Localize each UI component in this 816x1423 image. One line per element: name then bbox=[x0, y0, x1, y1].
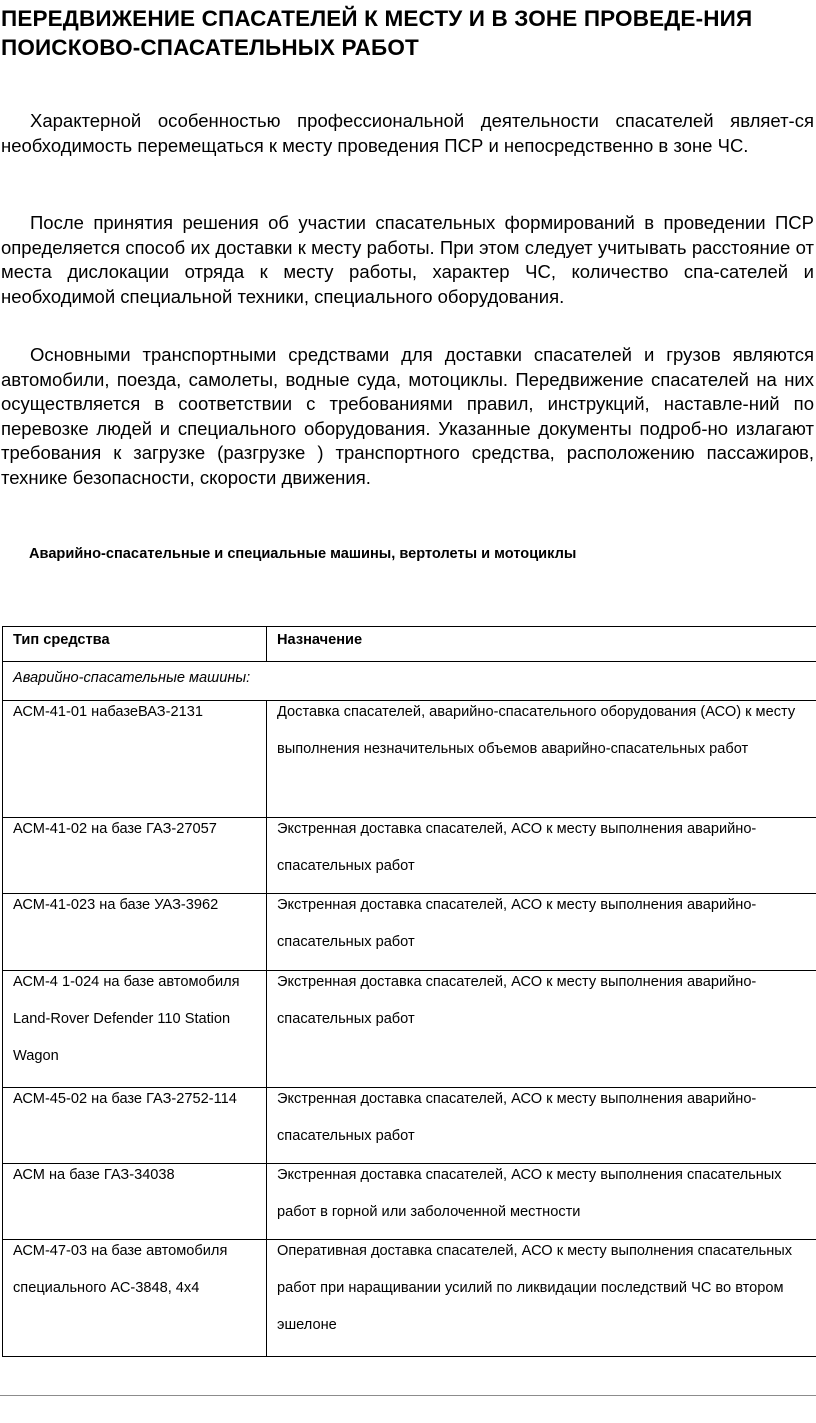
vehicle-purpose: Оперативная доставка спасателей, АСО к месту выполнения спасательных работ при наращивании усилий по ликвидации последствий ЧС во втором эшелоне bbox=[277, 1243, 793, 1333]
vehicle-type: АСМ-41-02 на базе ГАЗ-27057 bbox=[13, 821, 217, 837]
paragraph-intro: Характерной особенностью профессиональной деятельности спасателей являет-ся необходимость перемещаться к месту проведения ПСР и непосредственно в зоне ЧС. bbox=[1, 110, 814, 156]
vehicles-table bbox=[2, 626, 816, 1357]
vehicle-type-cell bbox=[3, 1088, 267, 1164]
vehicle-type-cell bbox=[3, 1240, 267, 1357]
vehicle-type: АСМ-41-023 на базе УАЗ-3962 bbox=[13, 897, 219, 913]
vehicle-type-cell bbox=[3, 818, 267, 894]
paragraph-transport-means: Основными транспортными средствами для доставки спасателей и грузов являются автомобили, поезда, самолеты, водные суда, мотоциклы. Передвижение спасателей на них осуществляется в соответствии с требованиями правил, инструкций, наставле-ний по перевозке людей и специального оборудования. Указанные документы подроб-но излагают требования к загрузке (разгрузке ) транспортного средства, расположению пассажиров, технике безопасности, скорости движения. bbox=[1, 344, 814, 488]
vehicle-purpose-cell bbox=[267, 1240, 816, 1357]
table-row bbox=[3, 701, 816, 818]
vehicle-type: АСМ-41-01 набазеВАЗ-2131 bbox=[13, 704, 203, 720]
vehicle-purpose-cell bbox=[267, 894, 816, 971]
table-row bbox=[3, 971, 816, 1088]
vehicle-purpose: Экстренная доставка спасателей, АСО к месту выполнения аварийно-спасательных работ bbox=[277, 897, 757, 950]
category-label: Аварийно-спасательные машины: bbox=[3, 662, 816, 701]
section-heading: Аварийно-спасательные и специальные машины, вертолеты и мотоциклы bbox=[29, 546, 577, 562]
vehicle-type-cell bbox=[3, 894, 267, 971]
vehicle-purpose-cell bbox=[267, 971, 816, 1088]
vehicle-purpose: Экстренная доставка спасателей, АСО к месту выполнения аварийно-спасательных работ bbox=[277, 1091, 757, 1144]
column-header-purpose: Назначение bbox=[267, 627, 816, 662]
vehicle-type-cell bbox=[3, 971, 267, 1088]
page-title: ПЕРЕДВИЖЕНИЕ СПАСАТЕЛЕЙ К МЕСТУ И В ЗОНЕ ПРОВЕДЕ-НИЯ ПОИСКОВО-СПАСАТЕЛЬНЫХ РАБОТ bbox=[1, 6, 753, 60]
vehicle-purpose: Экстренная доставка спасателей, АСО к месту выполнения аварийно-спасательных работ bbox=[277, 974, 757, 1027]
vehicle-purpose-cell bbox=[267, 1164, 816, 1240]
table-row bbox=[3, 1240, 816, 1357]
page-bottom-divider bbox=[0, 1395, 816, 1396]
vehicle-purpose: Экстренная доставка спасателей, АСО к месту выполнения аварийно-спасательных работ bbox=[277, 821, 757, 874]
vehicle-purpose-cell bbox=[267, 1088, 816, 1164]
vehicle-type: АСМ-4 1-024 на базе автомобиля Land-Rover Defender 110 Station Wagon bbox=[13, 974, 240, 1064]
vehicle-type-cell bbox=[3, 1164, 267, 1240]
vehicle-type: АСМ на базе ГАЗ-34038 bbox=[13, 1167, 175, 1183]
vehicle-purpose: Доставка спасателей, аварийно-спасательного оборудования (АСО) к месту выполнения незначительных объемов аварийно-спасательных работ bbox=[277, 704, 796, 757]
vehicle-purpose-cell bbox=[267, 818, 816, 894]
paragraph-delivery-method: После принятия решения об участии спасательных формирований в проведении ПСР определяется способ их доставки к месту работы. При этом следует учитывать расстояние от места дислокации отряда к месту работы, характер ЧС, количество спа-сателей и необходимой специальной техники, специального оборудования. bbox=[1, 212, 814, 307]
vehicle-purpose-cell bbox=[267, 701, 816, 818]
table-row bbox=[3, 894, 816, 971]
table-row bbox=[3, 1164, 816, 1240]
vehicle-type-cell bbox=[3, 701, 267, 818]
table-row bbox=[3, 818, 816, 894]
vehicle-type: АСМ-47-03 на базе автомобиля специального АС-3848, 4x4 bbox=[13, 1243, 228, 1296]
vehicle-type: АСМ-45-02 на базе ГАЗ-2752-114 bbox=[13, 1091, 237, 1107]
column-header-type: Тип средства bbox=[3, 627, 267, 662]
table-row bbox=[3, 1088, 816, 1164]
table-header-row bbox=[3, 627, 816, 662]
vehicle-purpose: Экстренная доставка спасателей, АСО к месту выполнения спасательных работ в горной или заболоченной местности bbox=[277, 1167, 782, 1220]
